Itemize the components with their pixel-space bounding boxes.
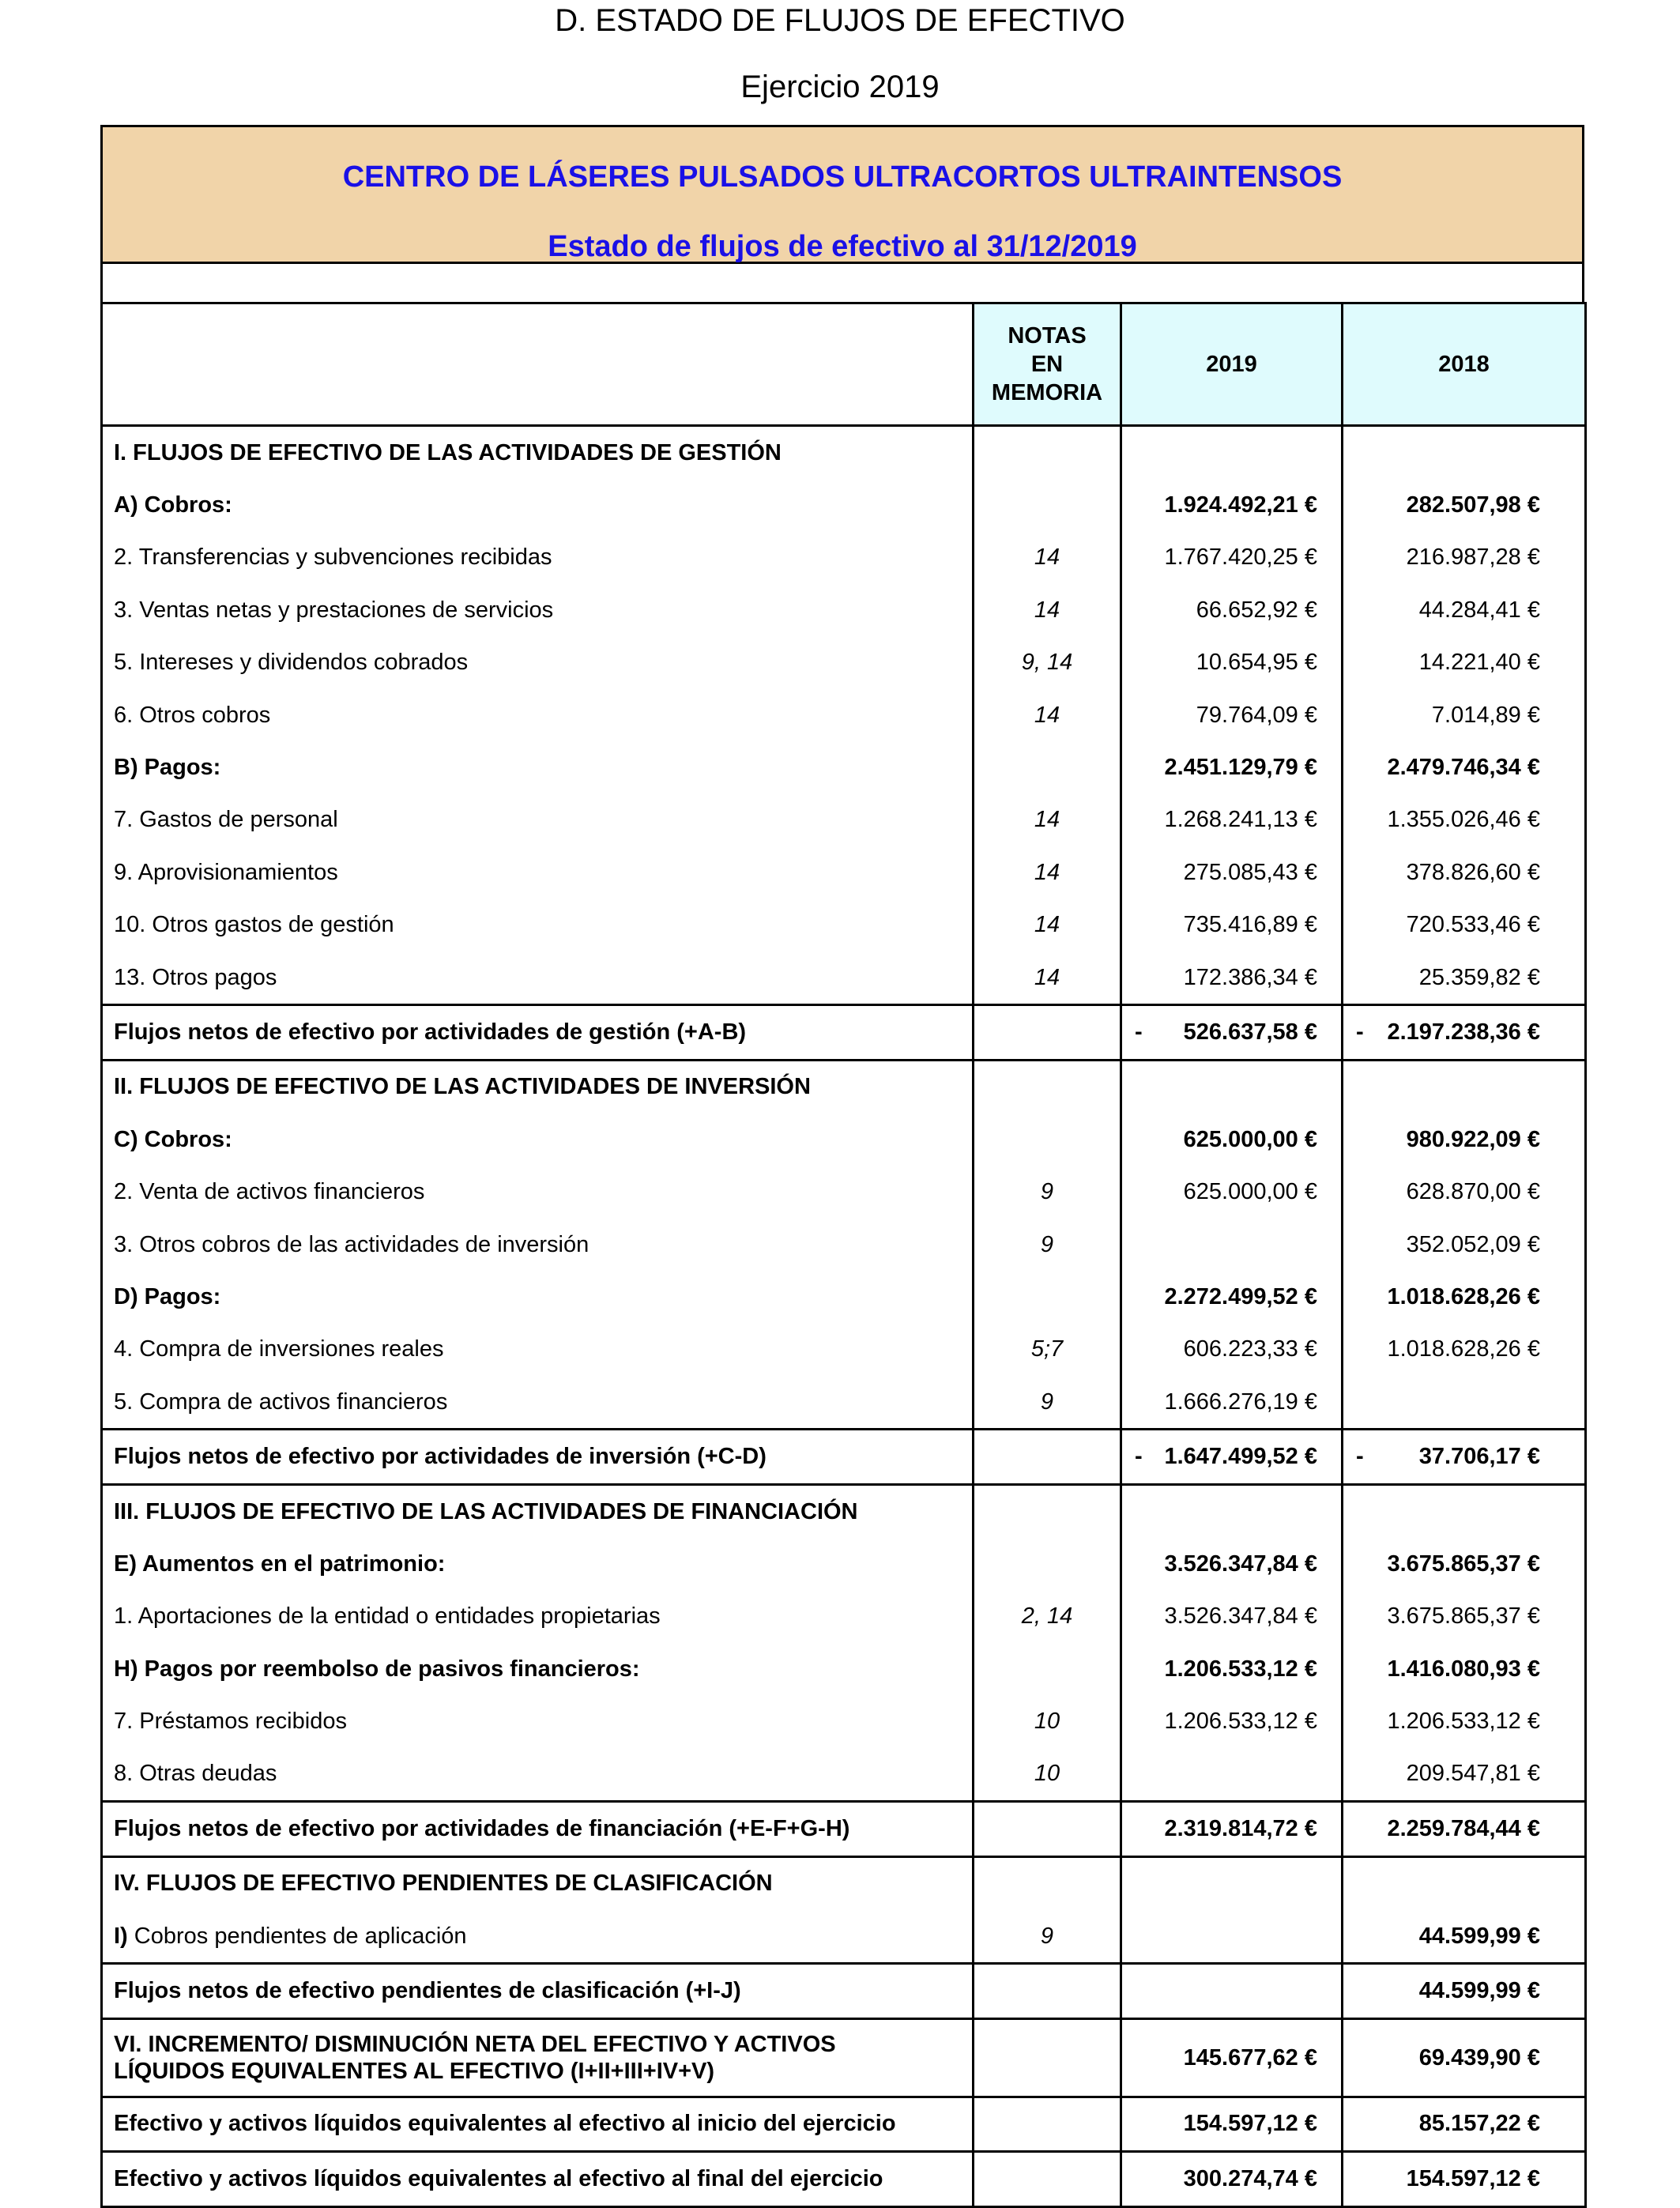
row-note: 9 xyxy=(974,1376,1121,1430)
row-value-2019: 154.597,12 € xyxy=(1121,2097,1343,2151)
table-row xyxy=(102,1591,1586,1643)
total-row xyxy=(102,2152,1586,2206)
row-label: A) Cobros: xyxy=(102,479,974,531)
row-value-2019: 66.652,92 € xyxy=(1121,584,1343,636)
row-value-2018: 1.206.533,12 € xyxy=(1343,1695,1586,1747)
row-note: 14 xyxy=(974,532,1121,584)
row-note: 14 xyxy=(974,689,1121,741)
row-value-2019: 79.764,09 € xyxy=(1121,689,1343,741)
negative-sign: - xyxy=(1356,1444,1364,1470)
table-row xyxy=(102,532,1586,584)
row-value-2019 xyxy=(1121,1964,1343,2018)
row-label: B) Pagos: xyxy=(102,741,974,793)
row-label-line: VI. INCREMENTO/ DISMINUCIÓN NETA DEL EFECTIVO Y ACTIVOS xyxy=(114,2031,836,2057)
section-row xyxy=(102,426,1586,480)
row-note: 14 xyxy=(974,951,1121,1005)
header-notes-line: MEMORIA xyxy=(991,380,1103,405)
subtotal-row xyxy=(102,1113,1586,1166)
row-value-2018: 980.922,09 € xyxy=(1343,1113,1586,1166)
row-value-2019: 1.268.241,13 € xyxy=(1121,794,1343,846)
table-header-row xyxy=(102,303,1586,426)
row-note: 5;7 xyxy=(974,1324,1121,1376)
row-value-2018: 44.284,41 € xyxy=(1343,584,1586,636)
row-value-2018 xyxy=(1343,1484,1586,1538)
row-label xyxy=(102,1910,974,1964)
row-label-text: Cobros pendientes de aplicación xyxy=(134,1923,467,1949)
table-row xyxy=(102,951,1586,1005)
row-note xyxy=(974,426,1121,480)
row-value-2018: 209.547,81 € xyxy=(1343,1748,1586,1802)
table-row xyxy=(102,794,1586,846)
row-note xyxy=(974,2152,1121,2206)
subtotal-row xyxy=(102,479,1586,531)
row-label: IV. FLUJOS DE EFECTIVO PENDIENTES DE CLASIFICACIÓN xyxy=(102,1856,974,1910)
row-value-2018: 282.507,98 € xyxy=(1343,479,1586,531)
row-value-2018: 14.221,40 € xyxy=(1343,637,1586,689)
row-label: III. FLUJOS DE EFECTIVO DE LAS ACTIVIDADES DE FINANCIACIÓN xyxy=(102,1484,974,1538)
row-value-2019: 3.526.347,84 € xyxy=(1121,1538,1343,1590)
value-amount: 526.637,58 € xyxy=(1183,1019,1317,1045)
table-row xyxy=(102,899,1586,951)
row-value-2018: 628.870,00 € xyxy=(1343,1166,1586,1218)
row-value-2019 xyxy=(1121,1060,1343,1113)
table-row xyxy=(102,1324,1586,1376)
table-row xyxy=(102,1166,1586,1218)
row-value-2019: 1.206.533,12 € xyxy=(1121,1695,1343,1747)
row-label: Flujos netos de efectivo por actividades de financiación (+E-F+G-H) xyxy=(102,1802,974,1856)
section-row xyxy=(102,1060,1586,1113)
row-label: C) Cobros: xyxy=(102,1113,974,1166)
row-label: Efectivo y activos líquidos equivalentes al efectivo al final del ejercicio xyxy=(102,2152,974,2206)
row-label: 1. Aportaciones de la entidad o entidades propietarias xyxy=(102,1591,974,1643)
row-value-2019: 735.416,89 € xyxy=(1121,899,1343,951)
row-label: 9. Aprovisionamientos xyxy=(102,846,974,899)
row-label: 6. Otros cobros xyxy=(102,689,974,741)
row-label-line: LÍQUIDOS EQUIVALENTES AL EFECTIVO (I+II+III+IV+V) xyxy=(114,2058,715,2084)
row-value-2018: 44.599,99 € xyxy=(1343,1964,1586,2018)
row-value-2018: 25.359,82 € xyxy=(1343,951,1586,1005)
row-label: 13. Otros pagos xyxy=(102,951,974,1005)
row-note xyxy=(974,1802,1121,1856)
row-value-2018: 2.259.784,44 € xyxy=(1343,1802,1586,1856)
table-row xyxy=(102,584,1586,636)
row-value-2018 xyxy=(1343,426,1586,480)
row-note: 9, 14 xyxy=(974,637,1121,689)
section-row xyxy=(102,1484,1586,1538)
row-value-2018: 69.439,90 € xyxy=(1343,2018,1586,2097)
row-note xyxy=(974,1964,1121,2018)
table-row xyxy=(102,637,1586,689)
subtotal-row xyxy=(102,1538,1586,1590)
table-row xyxy=(102,689,1586,741)
row-label: H) Pagos por reembolso de pasivos financieros: xyxy=(102,1643,974,1695)
row-label: Flujos netos de efectivo pendientes de clasificación (+I-J) xyxy=(102,1964,974,2018)
row-label: I. FLUJOS DE EFECTIVO DE LAS ACTIVIDADES DE GESTIÓN xyxy=(102,426,974,480)
row-value-2019: 1.924.492,21 € xyxy=(1121,479,1343,531)
subtotal-row xyxy=(102,1643,1586,1695)
entity-name: CENTRO DE LÁSERES PULSADOS ULTRACORTOS ULTRAINTENSOS xyxy=(342,160,1343,194)
value-amount: 37.706,17 € xyxy=(1418,1444,1540,1470)
row-value-2018: 154.597,12 € xyxy=(1343,2152,1586,2206)
row-note: 14 xyxy=(974,899,1121,951)
row-value-2018 xyxy=(1343,1430,1586,1484)
net-flow-row xyxy=(102,1964,1586,2018)
row-value-2018 xyxy=(1343,1060,1586,1113)
statement-name: Estado de flujos de efectivo al 31/12/2019 xyxy=(548,230,1137,263)
row-value-2019: 2.451.129,79 € xyxy=(1121,741,1343,793)
row-value-2018: 3.675.865,37 € xyxy=(1343,1538,1586,1590)
row-label: 7. Préstamos recibidos xyxy=(102,1695,974,1747)
row-label xyxy=(102,2018,974,2097)
row-value-2019 xyxy=(1121,1748,1343,1802)
subtotal-row xyxy=(102,741,1586,793)
row-value-2018 xyxy=(1343,1005,1586,1060)
row-value-2019: 2.319.814,72 € xyxy=(1121,1802,1343,1856)
row-note xyxy=(974,1113,1121,1166)
row-note xyxy=(974,479,1121,531)
table-row xyxy=(102,1748,1586,1802)
row-label: II. FLUJOS DE EFECTIVO DE LAS ACTIVIDADES DE INVERSIÓN xyxy=(102,1060,974,1113)
table-row xyxy=(102,846,1586,899)
row-note: 9 xyxy=(974,1910,1121,1964)
value-amount: 1.647.499,52 € xyxy=(1164,1444,1317,1470)
table-row xyxy=(102,1695,1586,1747)
row-note: 14 xyxy=(974,794,1121,846)
row-note: 10 xyxy=(974,1748,1121,1802)
row-label: Flujos netos de efectivo por actividades de gestión (+A-B) xyxy=(102,1005,974,1060)
row-value-2019 xyxy=(1121,1219,1343,1271)
negative-sign: - xyxy=(1356,1019,1364,1045)
row-value-2019: 1.206.533,12 € xyxy=(1121,1643,1343,1695)
row-value-2019: 172.386,34 € xyxy=(1121,951,1343,1005)
row-value-2018: 2.479.746,34 € xyxy=(1343,741,1586,793)
row-value-2019 xyxy=(1121,1484,1343,1538)
table-row xyxy=(102,1376,1586,1430)
negative-sign: - xyxy=(1135,1019,1143,1045)
row-note: 9 xyxy=(974,1166,1121,1218)
row-label: Flujos netos de efectivo por actividades de inversión (+C-D) xyxy=(102,1430,974,1484)
row-note: 2, 14 xyxy=(974,1591,1121,1643)
row-value-2019: 625.000,00 € xyxy=(1121,1113,1343,1166)
row-label: 8. Otras deudas xyxy=(102,1748,974,1802)
row-note: 14 xyxy=(974,846,1121,899)
row-note xyxy=(974,1538,1121,1590)
row-value-2018: 1.416.080,93 € xyxy=(1343,1643,1586,1695)
row-value-2018: 44.599,99 € xyxy=(1343,1910,1586,1964)
row-value-2018: 85.157,22 € xyxy=(1343,2097,1586,2151)
row-value-2019 xyxy=(1121,426,1343,480)
total-row xyxy=(102,2018,1586,2097)
net-flow-row xyxy=(102,1802,1586,1856)
negative-sign: - xyxy=(1135,1444,1143,1470)
row-label: 5. Compra de activos financieros xyxy=(102,1376,974,1430)
header-notes xyxy=(974,303,1121,426)
row-label: D) Pagos: xyxy=(102,1271,974,1323)
row-label: 4. Compra de inversiones reales xyxy=(102,1324,974,1376)
statement-header xyxy=(100,125,1584,264)
header-2019: 2019 xyxy=(1121,303,1343,426)
net-flow-row xyxy=(102,1430,1586,1484)
row-label: 7. Gastos de personal xyxy=(102,794,974,846)
row-value-2018 xyxy=(1343,1856,1586,1910)
header-2018: 2018 xyxy=(1343,303,1586,426)
row-label: 2. Venta de activos financieros xyxy=(102,1166,974,1218)
row-value-2019: 300.274,74 € xyxy=(1121,2152,1343,2206)
row-value-2018: 1.018.628,26 € xyxy=(1343,1324,1586,1376)
value-amount: 2.197.238,36 € xyxy=(1387,1019,1540,1045)
row-note xyxy=(974,1856,1121,1910)
row-label: 10. Otros gastos de gestión xyxy=(102,899,974,951)
net-flow-row xyxy=(102,1005,1586,1060)
row-label-prefix: I) xyxy=(114,1923,128,1949)
row-label: 5. Intereses y dividendos cobrados xyxy=(102,637,974,689)
row-value-2019: 625.000,00 € xyxy=(1121,1166,1343,1218)
row-note: 14 xyxy=(974,584,1121,636)
row-label: E) Aumentos en el patrimonio: xyxy=(102,1538,974,1590)
row-note xyxy=(974,1430,1121,1484)
row-note xyxy=(974,1060,1121,1113)
header-notes-line: EN xyxy=(1030,352,1064,377)
row-value-2019 xyxy=(1121,1856,1343,1910)
document-subtitle: Ejercicio 2019 xyxy=(740,70,940,104)
row-value-2019: 275.085,43 € xyxy=(1121,846,1343,899)
row-value-2018: 3.675.865,37 € xyxy=(1343,1591,1586,1643)
row-note xyxy=(974,2018,1121,2097)
row-value-2019 xyxy=(1121,1910,1343,1964)
row-value-2019: 1.666.276,19 € xyxy=(1121,1376,1343,1430)
row-note xyxy=(974,1643,1121,1695)
row-value-2019: 10.654,95 € xyxy=(1121,637,1343,689)
subtotal-row xyxy=(102,1271,1586,1323)
row-value-2018: 7.014,89 € xyxy=(1343,689,1586,741)
row-value-2019: 2.272.499,52 € xyxy=(1121,1271,1343,1323)
row-note xyxy=(974,2097,1121,2151)
row-label: 3. Otros cobros de las actividades de inversión xyxy=(102,1219,974,1271)
row-value-2019 xyxy=(1121,1005,1343,1060)
row-value-2018: 1.018.628,26 € xyxy=(1343,1271,1586,1323)
header-notes-line: NOTAS xyxy=(1008,323,1087,349)
header-label-cell xyxy=(102,303,974,426)
row-value-2018 xyxy=(1343,1376,1586,1430)
row-value-2018: 1.355.026,46 € xyxy=(1343,794,1586,846)
row-label: Efectivo y activos líquidos equivalentes al efectivo al inicio del ejercicio xyxy=(102,2097,974,2151)
document-title: D. ESTADO DE FLUJOS DE EFECTIVO xyxy=(555,3,1125,38)
row-note xyxy=(974,741,1121,793)
table-row xyxy=(102,1219,1586,1271)
row-value-2019 xyxy=(1121,1430,1343,1484)
section-row xyxy=(102,1856,1586,1910)
row-label: 3. Ventas netas y prestaciones de servicios xyxy=(102,584,974,636)
row-label: 2. Transferencias y subvenciones recibidas xyxy=(102,532,974,584)
header-spacer xyxy=(100,264,1584,303)
cash-flow-table xyxy=(100,302,1587,2208)
row-value-2018: 352.052,09 € xyxy=(1343,1219,1586,1271)
row-note: 9 xyxy=(974,1219,1121,1271)
row-value-2018: 378.826,60 € xyxy=(1343,846,1586,899)
row-value-2018: 216.987,28 € xyxy=(1343,532,1586,584)
row-value-2019: 3.526.347,84 € xyxy=(1121,1591,1343,1643)
row-note xyxy=(974,1005,1121,1060)
row-note: 10 xyxy=(974,1695,1121,1747)
row-value-2019: 606.223,33 € xyxy=(1121,1324,1343,1376)
table-row xyxy=(102,1910,1586,1964)
row-value-2018: 720.533,46 € xyxy=(1343,899,1586,951)
row-value-2019: 1.767.420,25 € xyxy=(1121,532,1343,584)
total-row xyxy=(102,2097,1586,2151)
row-note xyxy=(974,1271,1121,1323)
row-value-2019: 145.677,62 € xyxy=(1121,2018,1343,2097)
row-note xyxy=(974,1484,1121,1538)
